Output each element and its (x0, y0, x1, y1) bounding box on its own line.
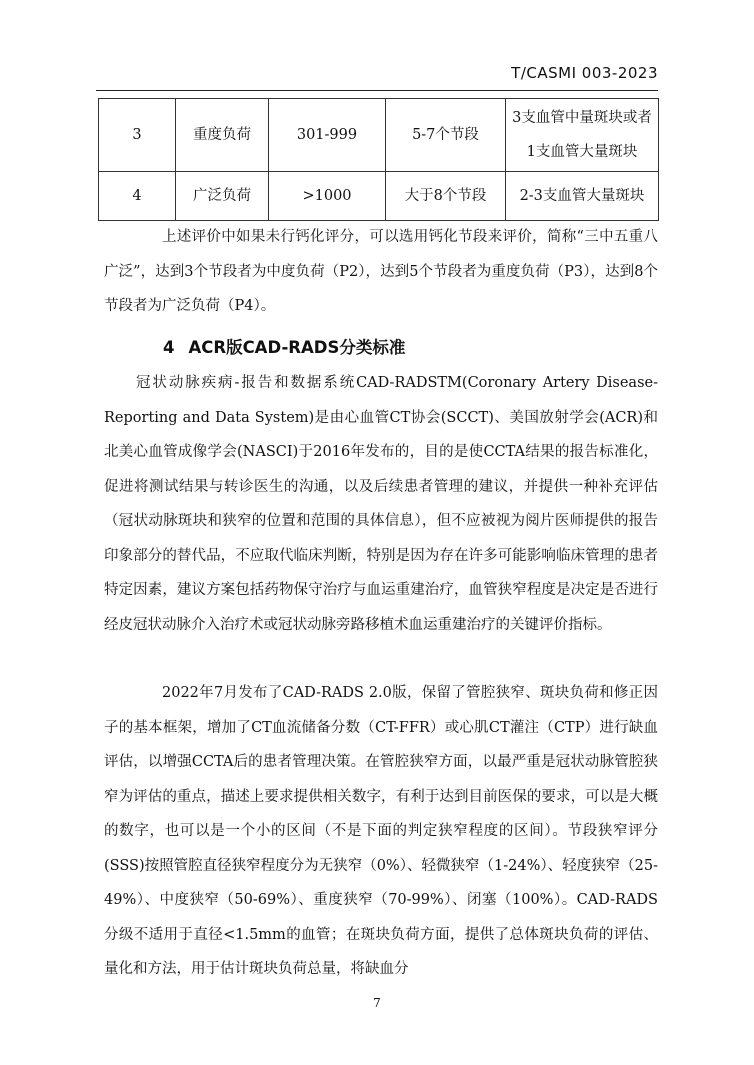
section-heading (163, 334, 405, 358)
paragraph-cad-rads-2 (104, 676, 658, 987)
grade-cell: 3 (99, 99, 176, 172)
score-cell: 301-999 (269, 99, 386, 172)
table-row (99, 99, 659, 172)
vessels-cell: 2-3支血管大量斑块 (506, 172, 659, 221)
vessels-cell: 3支血管中量斑块或者1支血管大量斑块 (506, 99, 659, 172)
section-title: ACR版CAD-RADS分类标准 (188, 338, 406, 357)
level-cell: 重度负荷 (176, 99, 269, 172)
level-cell: 广泛负荷 (176, 172, 269, 221)
header-rule (96, 90, 658, 91)
section-number: 4 (163, 338, 175, 357)
paragraph-text: 上述评价中如果未行钙化评分，可以选用钙化节段来评价，简称“三中五重八广泛”，达到3个节段者为中度负荷（P2），达到5个节段者为重度负荷（P3），达到8个节段者为广泛负荷（P4）。 (104, 229, 658, 314)
document-code: T/CASMI 003-2023 (511, 64, 658, 82)
segments-cell: 5-7个节段 (386, 99, 506, 172)
segments-cell: 大于8个节段 (386, 172, 506, 221)
table-row (99, 172, 659, 221)
score-cell: >1000 (269, 172, 386, 221)
plaque-burden-table (98, 98, 659, 221)
grade-cell: 4 (99, 172, 176, 221)
paragraph-calcified-segments (104, 220, 658, 324)
paragraph-text: 冠状动脉疾病-报告和数据系统CAD-RADSTM(Coronary Artery Disease-Reporting and Data System)是由心血管CT协会(SCCT)、美国放射学会(ACR)和北美心血管成像学会(NASCI)于2016年发布的，目的是使CCTA结果的报告标准化，促进将测试结果与转诊医生的沟通，以及后续患者管理的建议，并提供一种补充评估（冠状动脉斑块和狭窄的位置和范围的具体信息），但不应被视为阅片医师提供的报告印象部分的替代品，不应取代临床判断，特别是因为存在许多可能影响临床管理的患者特定因素，建议方案包括药物保守治疗与血运重建治疗，血管狭窄程度是决定是否进行经皮冠状动脉介入治疗术或冠状动脉旁路移植术血运重建治疗的关键评价指标。 (104, 375, 658, 633)
page-number: 7 (373, 996, 381, 1010)
paragraph-text: 2022年7月发布了CAD-RADS 2.0版，保留了管腔狭窄、斑块负荷和修正因子的基本框架，增加了CT血流储备分数（CT-FFR）或心肌CT灌注（CTP）进行缺血评估，以增强CCTA后的患者管理决策。在管腔狭窄方面，以最严重是冠状动脉管腔狭窄为评估的重点，描述上要求提供相关数字，有利于达到目前医保的要求，可以是大概的数字，也可以是一个小的区间（不是下面的判定狭窄程度的区间）。节段狭窄评分(SSS)按照管腔直径狭窄程度分为无狭窄（0%）、轻微狭窄（1-24%）、轻度狭窄（25-49%）、中度狭窄（50-69%）、重度狭窄（70-99%）、闭塞（100%）。CAD-RADS分级不适用于直径<1.5mm的血管；在斑块负荷方面，提供了总体斑块负荷的评估、量化和方法，用于估计斑块负荷总量，将缺血分 (104, 685, 658, 977)
paragraph-cad-rads-intro (104, 366, 658, 642)
